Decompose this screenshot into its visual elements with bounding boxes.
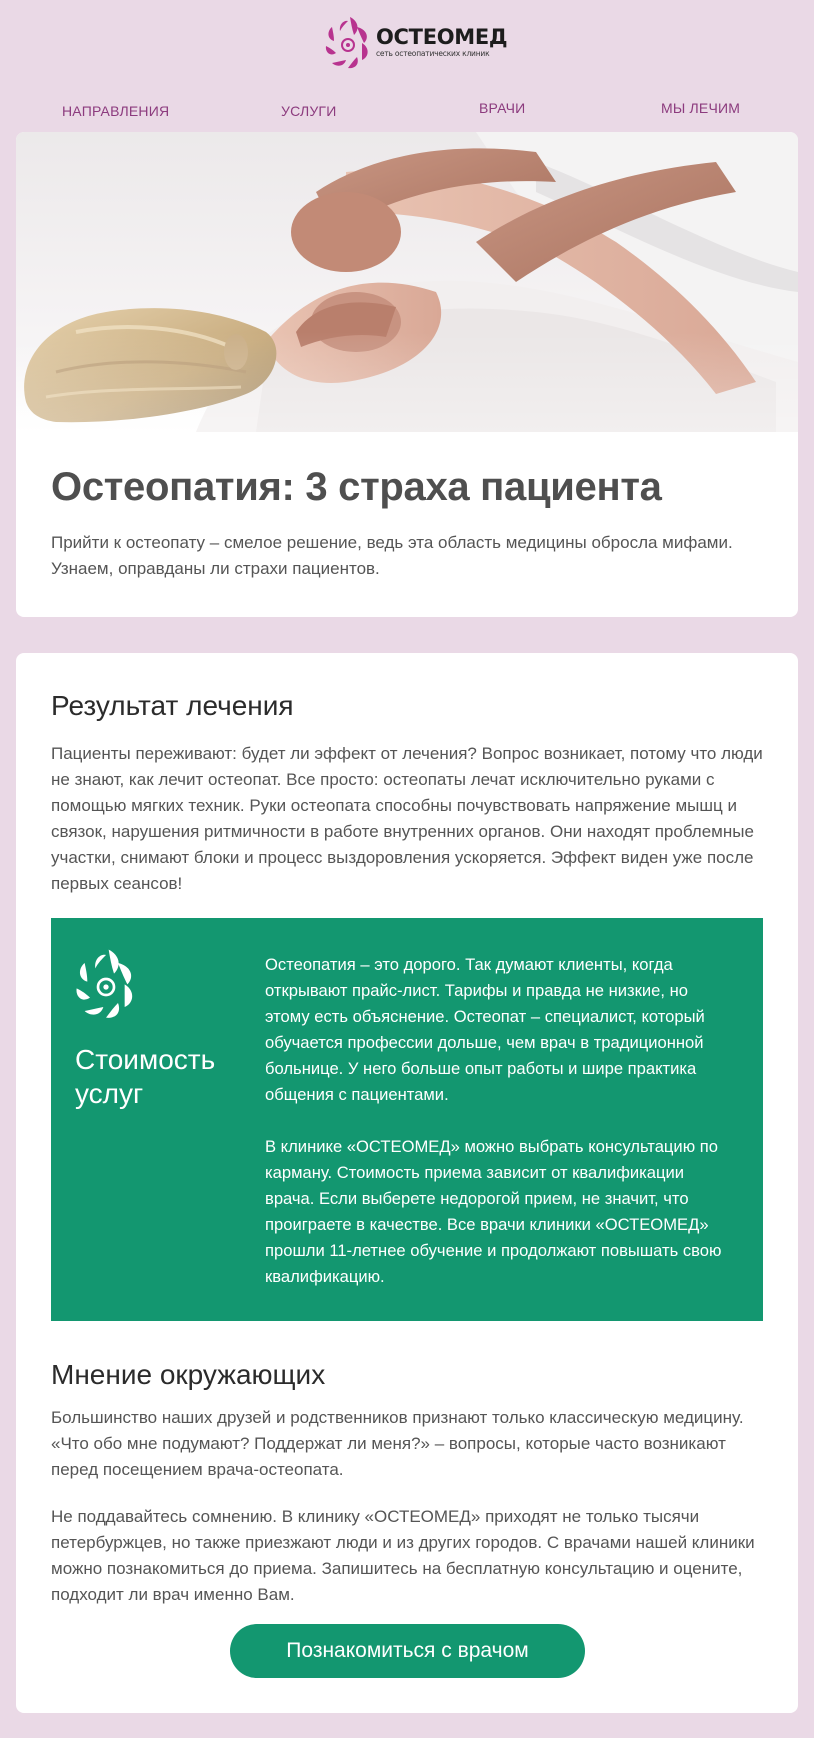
article-card bbox=[16, 653, 798, 1713]
section-text-result: Пациенты переживают: будет ли эффект от лечения? Вопрос возникает, потому что люди не знают, как лечит остеопат. Все просто: остеопаты лечат исключительно руками с помощью мягких техник. Руки остеопата способны почувствовать напряжение мышц и связок, нарушения ритмичности в работе внутренних органов. Они находят проблемные участки, снимают блоки и процесс выздоровления ускоряется. Эффект виден уже после первых сеансов! bbox=[51, 744, 763, 893]
hero-text: Прийти к остеопату – смелое решение, ведь эта область медицины обросла мифами. Узнаем, оправданы ли страхи пациентов. bbox=[51, 533, 733, 578]
hero-image bbox=[16, 132, 798, 432]
hero-card bbox=[16, 132, 798, 617]
hero-title: Остеопатия: 3 страха пациента bbox=[51, 465, 662, 509]
nav-item-services[interactable]: УСЛУГИ bbox=[281, 103, 337, 119]
nav-item-doctors[interactable]: ВРАЧИ bbox=[479, 100, 526, 116]
logo-tagline: сеть остеопатических клиник bbox=[376, 49, 490, 58]
logo-name: ОСТЕОМЕД bbox=[376, 25, 508, 49]
cost-paragraph-1: Остеопатия – это дорого. Так думают клиенты, когда открывают прайс-лист. Тарифы и правда не низкие, но этому есть объяснение. Остеопат – специалист, который обучается профессии дольше, чем врач в традиционной больнице. У него больше опыт работы и шире практика общения с пациентами. bbox=[265, 955, 705, 1104]
logo[interactable] bbox=[324, 14, 507, 70]
opinion-paragraph-1: Большинство наших друзей и родственников признают только классическую медицину. «Что обо мне подумают? Поддержат ли меня?» – вопросы, которые часто возникают перед посещением врача-остеопата. bbox=[51, 1408, 744, 1479]
cost-paragraph-2: В клинике «ОСТЕОМЕД» можно выбрать консультацию по карману. Стоимость приема зависит от квалификации врача. Если выберете недорогой прием, не значит, что проиграете в качестве. Все врачи клиники «ОСТЕОМЕД» прошли 11-летнее обучение и продолжают повышать свою квалификацию. bbox=[265, 1137, 722, 1286]
cost-text bbox=[265, 952, 735, 1290]
section-title-result: Результат лечения bbox=[51, 690, 294, 721]
cost-block bbox=[51, 918, 763, 1321]
meet-doctor-button[interactable]: Познакомиться с врачом bbox=[230, 1624, 585, 1678]
logo-shell-icon bbox=[72, 947, 140, 1019]
cost-title: Стоимость услуг bbox=[75, 1044, 216, 1109]
nav-item-we-treat[interactable]: МЫ ЛЕЧИМ bbox=[661, 100, 741, 116]
section-title-opinion: Мнение окружающих bbox=[51, 1359, 326, 1390]
logo-shell-icon bbox=[324, 15, 372, 69]
nav-item-directions[interactable]: НАПРАВЛЕНИЯ bbox=[62, 103, 170, 119]
opinion-paragraph-2: Не поддавайтесь сомнению. В клинику «ОСТЕОМЕД» приходят не только тысячи петербуржцев, но также приезжают люди и из других городов. С врачами нашей клиники можно познакомиться до приема. Запишитесь на бесплатную консультацию и оцените, подходит ли врач именно Вам. bbox=[51, 1507, 755, 1604]
